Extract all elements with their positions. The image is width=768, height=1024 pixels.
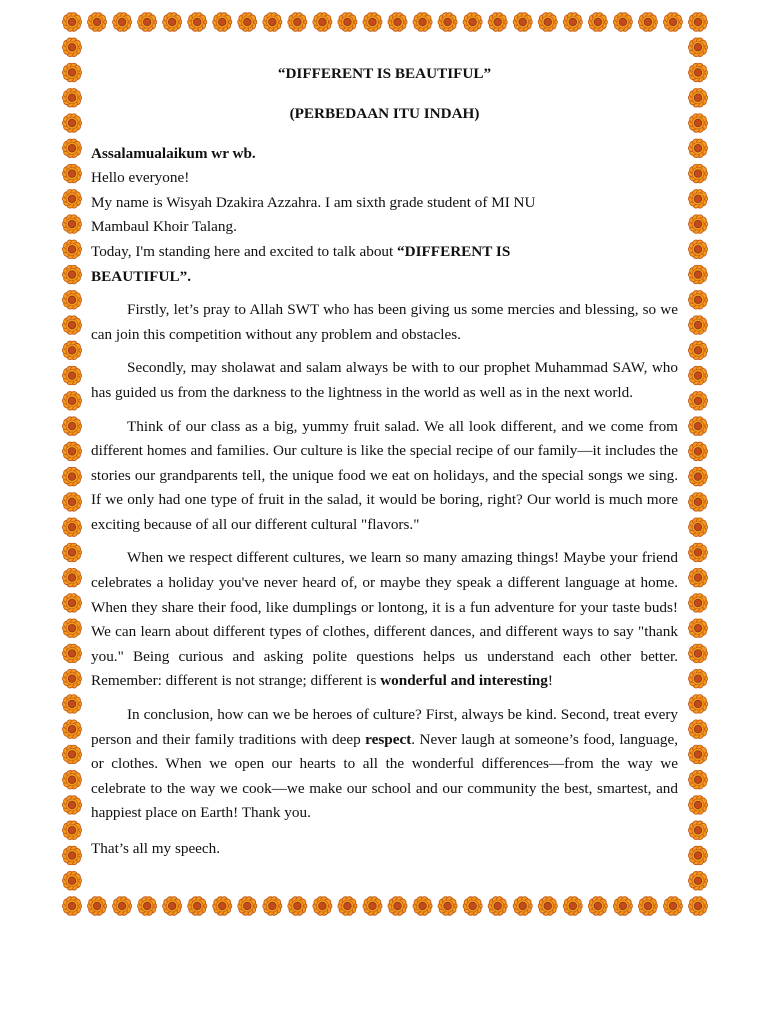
sunflower-icon <box>62 568 81 587</box>
sunflower-icon <box>338 897 357 916</box>
sunflower-icon <box>688 38 707 57</box>
sunflower-icon <box>688 442 707 461</box>
sunflower-icon <box>688 770 707 789</box>
sunflower-icon <box>62 88 81 107</box>
speech-document <box>91 62 678 862</box>
sunflower-icon <box>363 897 382 916</box>
paragraph-conclusion <box>91 703 678 826</box>
greeting-text: Assalamualaikum wr wb. <box>91 144 256 162</box>
sunflower-icon <box>87 13 106 32</box>
sunflower-icon <box>62 38 81 57</box>
sunflower-icon <box>638 897 657 916</box>
sunflower-icon <box>62 619 81 638</box>
sunflower-icon <box>688 265 707 284</box>
sunflower-icon <box>62 265 81 284</box>
sunflower-icon <box>688 63 707 82</box>
topic-line-2 <box>91 265 678 290</box>
conclusion-emphasis: respect <box>365 730 412 748</box>
paragraph-respect-text: When we respect different cultures, we learn so many amazing things! Maybe your friend celebrates a holiday you've never heard of, or maybe they speak a different language at home. When they share their food, like dumplings or lontong, it is a fun adventure for your taste buds! We can learn about different types of clothes, different dances, and different ways to say "thank you." Being curious and asking polite questions helps us understand each other better. Remember: different is not strange; different is <box>91 549 678 690</box>
sunflower-icon <box>112 13 131 32</box>
sunflower-icon <box>62 745 81 764</box>
sunflower-icon <box>488 13 507 32</box>
sunflower-icon <box>688 493 707 512</box>
sunflower-icon <box>163 897 182 916</box>
sunflower-icon <box>413 897 432 916</box>
sunflower-icon <box>563 13 582 32</box>
sunflower-icon <box>62 467 81 486</box>
sunflower-icon <box>188 13 207 32</box>
sunflower-icon <box>62 240 81 259</box>
topic-line-1 <box>91 240 678 265</box>
hello-line: Hello everyone! <box>91 169 190 187</box>
sunflower-icon <box>238 897 257 916</box>
sunflower-icon <box>613 897 632 916</box>
sunflower-icon <box>688 190 707 209</box>
paragraph-prayer: Firstly, let’s pray to Allah SWT who has been giving us some mercies and blessing, so we can join this competition without any problem and obstacles. <box>91 301 678 343</box>
sunflower-icon <box>613 13 632 32</box>
sunflower-icon <box>288 897 307 916</box>
sunflower-icon <box>688 568 707 587</box>
sunflower-icon <box>688 796 707 815</box>
sunflower-icon <box>163 13 182 32</box>
sunflower-icon <box>62 139 81 158</box>
sunflower-icon <box>62 846 81 865</box>
sunflower-icon <box>62 190 81 209</box>
paragraph-respect-emphasis: wonderful and interesting <box>380 672 548 690</box>
sunflower-icon <box>513 897 532 916</box>
sunflower-icon <box>688 695 707 714</box>
sunflower-icon <box>112 897 131 916</box>
sunflower-icon <box>688 341 707 360</box>
sunflower-icon <box>688 518 707 537</box>
conclusion-text-2: . Never laugh at someone’s food, language, or clothes. When we open our hearts to all the wonderful differences—from the way we celebrate to the way we cook—we make our school and our community the best, smartest, and happiest place on Earth! Thank you. <box>91 730 678 822</box>
sunflower-icon <box>188 897 207 916</box>
sunflower-icon <box>62 518 81 537</box>
sunflower-icon <box>62 493 81 512</box>
sunflower-icon <box>313 897 332 916</box>
sunflower-icon <box>688 139 707 158</box>
paragraph-respect-cultures <box>91 546 678 694</box>
document-subtitle: (PERBEDAAN ITU INDAH) <box>289 104 480 122</box>
sunflower-icon <box>213 897 232 916</box>
sunflower-icon <box>413 13 432 32</box>
sunflower-icon <box>638 13 657 32</box>
sunflower-icon <box>62 442 81 461</box>
sunflower-icon <box>62 13 81 32</box>
sunflower-icon <box>62 669 81 688</box>
paragraph-fruit-salad: Think of our class as a big, yummy fruit salad. We all look different, and we come from different homes and families. Our culture is like the special recipe of our family—it includes the stories our grandparents tell, the unique food we eat on holidays, and the special songs we sing. If we only had one type of fruit in the salad, it would be boring, right? Our world is much more exciting because of all our different cultural "flavors." <box>91 417 678 533</box>
sunflower-icon <box>363 13 382 32</box>
sunflower-icon <box>463 897 482 916</box>
sunflower-icon <box>313 13 332 32</box>
sunflower-icon <box>513 13 532 32</box>
sunflower-icon <box>62 316 81 335</box>
sunflower-icon <box>688 417 707 436</box>
sunflower-icon <box>688 366 707 385</box>
sunflower-icon <box>688 240 707 259</box>
paragraph-respect-end: ! <box>547 672 553 690</box>
sunflower-icon <box>62 417 81 436</box>
greeting-line <box>91 142 678 167</box>
sunflower-icon <box>688 543 707 562</box>
sunflower-icon <box>538 13 557 32</box>
sunflower-icon <box>87 897 106 916</box>
sunflower-icon <box>688 13 707 32</box>
document-title: “DIFFERENT IS BEAUTIFUL” <box>277 65 492 82</box>
sunflower-icon <box>688 215 707 234</box>
sunflower-icon <box>688 821 707 840</box>
sunflower-icon <box>588 13 607 32</box>
sunflower-icon <box>62 291 81 310</box>
sunflower-icon <box>62 871 81 890</box>
sunflower-icon <box>688 291 707 310</box>
sunflower-icon <box>388 897 407 916</box>
sunflower-icon <box>663 13 682 32</box>
sunflower-icon <box>62 114 81 133</box>
sunflower-icon <box>488 897 507 916</box>
sunflower-icon <box>138 897 157 916</box>
sunflower-icon <box>538 897 557 916</box>
topic-title-part-1: “DIFFERENT IS <box>397 242 511 260</box>
sunflower-icon <box>288 13 307 32</box>
sunflower-icon <box>463 13 482 32</box>
topic-title-part-2: BEAUTIFUL”. <box>91 267 192 285</box>
sunflower-icon <box>263 13 282 32</box>
conclusion-text-1: In conclusion, how can we be heroes of culture? First, always be kind. Second, treat every person and their family traditions with deep <box>91 706 678 748</box>
sunflower-icon <box>62 215 81 234</box>
sunflower-icon <box>62 164 81 183</box>
sunflower-icon <box>62 821 81 840</box>
sunflower-icon <box>688 392 707 411</box>
sunflower-icon <box>688 644 707 663</box>
sunflower-icon <box>688 720 707 739</box>
sunflower-icon <box>688 846 707 865</box>
sunflower-icon <box>588 897 607 916</box>
paragraph-sholawat: Secondly, may sholawat and salam always be with to our prophet Muhammad SAW, who has guided us from the darkness to the lightness in the world as well as in the next world. <box>91 359 678 401</box>
sunflower-icon <box>388 13 407 32</box>
intro-line-1: My name is Wisyah Dzakira Azzahra. I am sixth grade student of MI NU <box>91 193 536 211</box>
sunflower-icon <box>62 695 81 714</box>
sunflower-icon <box>62 341 81 360</box>
sunflower-icon <box>62 392 81 411</box>
topic-prefix: Today, I'm standing here and excited to talk about <box>91 242 398 260</box>
sunflower-icon <box>438 897 457 916</box>
sunflower-icon <box>62 897 81 916</box>
sunflower-icon <box>688 316 707 335</box>
sunflower-icon <box>138 13 157 32</box>
sunflower-icon <box>663 897 682 916</box>
sunflower-icon <box>688 745 707 764</box>
intro-line-2: Mambaul Khoir Talang. <box>91 218 237 236</box>
sunflower-icon <box>688 871 707 890</box>
sunflower-icon <box>62 63 81 82</box>
sunflower-icon <box>688 114 707 133</box>
closing-line: That’s all my speech. <box>91 840 221 857</box>
sunflower-icon <box>688 467 707 486</box>
sunflower-icon <box>688 88 707 107</box>
sunflower-icon <box>338 13 357 32</box>
sunflower-icon <box>688 594 707 613</box>
sunflower-icon <box>62 594 81 613</box>
sunflower-icon <box>62 543 81 562</box>
sunflower-icon <box>62 644 81 663</box>
sunflower-icon <box>688 897 707 916</box>
sunflower-icon <box>688 164 707 183</box>
sunflower-icon <box>688 619 707 638</box>
sunflower-icon <box>62 770 81 789</box>
sunflower-icon <box>563 897 582 916</box>
sunflower-icon <box>438 13 457 32</box>
sunflower-icon <box>62 796 81 815</box>
sunflower-icon <box>62 720 81 739</box>
sunflower-icon <box>238 13 257 32</box>
sunflower-icon <box>62 366 81 385</box>
sunflower-icon <box>263 897 282 916</box>
sunflower-icon <box>213 13 232 32</box>
sunflower-icon <box>688 669 707 688</box>
